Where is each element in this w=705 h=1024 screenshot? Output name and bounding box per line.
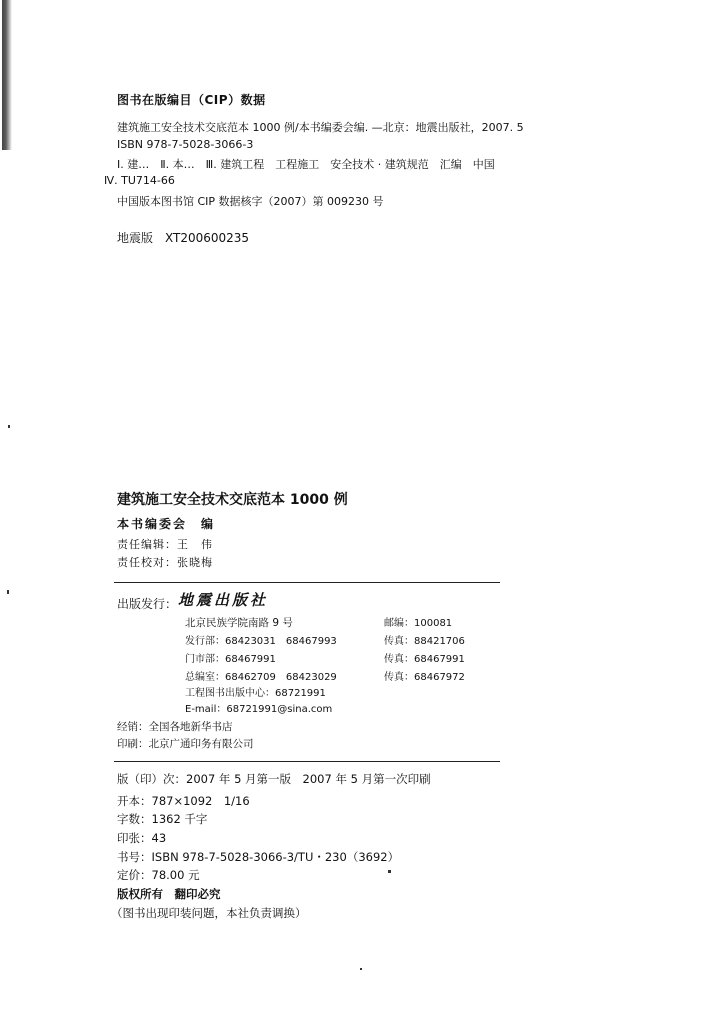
print-defect-note: （图书出现印装问题，本社负责调换） <box>111 906 307 920</box>
printer: 印刷：北京广通印务有限公司 <box>117 738 254 750</box>
fax-line: 传真：88421706 <box>384 636 465 647</box>
copyright-notice: 版权所有 翻印必究 <box>117 887 221 901</box>
scan-speck <box>360 968 362 970</box>
dept-line: 发行部：68423031 68467993 <box>185 636 337 647</box>
responsible-editor: 责任编辑：王 伟 <box>117 538 213 551</box>
print-sheets: 印张：43 <box>117 831 167 845</box>
publisher-address: 北京民族学院南路 9 号 <box>185 617 293 629</box>
dept-line: 工程图书出版中心：68721991 <box>185 688 326 699</box>
cip-title: 图书在版编目（CIP）数据 <box>117 93 266 107</box>
format-info: 开本：787×1092 1/16 <box>117 794 250 808</box>
book-editor: 本书编委会 编 <box>117 517 216 531</box>
scan-edge-artifact <box>2 0 12 150</box>
cip-line: 建筑施工安全技术交底范本 1000 例/本书编委会编. —北京：地震出版社，2007. 5 <box>117 121 524 134</box>
price: 定价：78.00 元 <box>117 868 200 882</box>
book-title: 建筑施工安全技术交底范本 1000 例 <box>117 492 348 508</box>
scan-speck <box>388 870 391 873</box>
divider <box>114 761 500 762</box>
email-line: E-mail：68721991@sina.com <box>185 704 333 715</box>
dept-line: 门市部：68467991 <box>185 654 276 665</box>
scan-speck <box>7 590 9 594</box>
cip-code: 地震版 XT200600235 <box>117 231 250 245</box>
publisher-label: 出版发行： <box>117 597 178 611</box>
responsible-proofreader: 责任校对：张晓梅 <box>117 556 213 569</box>
publisher-name: 地震出版社 <box>178 591 269 609</box>
isbn-info: 书号：ISBN 978-7-5028-3066-3/TU・230（3692） <box>117 850 400 864</box>
fax-line: 传真：68467972 <box>384 672 465 683</box>
cip-line: Ⅳ. TU714-66 <box>104 174 175 187</box>
fax-line: 传真：68467991 <box>384 654 465 665</box>
distributor: 经销：全国各地新华书店 <box>117 721 233 733</box>
cip-line: Ⅰ. 建… Ⅱ. 本… Ⅲ. 建筑工程 工程施工 安全技术 · 建筑规范 汇编 中国 <box>117 158 495 171</box>
scan-speck <box>8 425 10 428</box>
divider <box>114 582 500 583</box>
dept-line: 总编室：68462709 68423029 <box>185 672 337 683</box>
edition-info: 版（印）次：2007 年 5 月第一版 2007 年 5 月第一次印刷 <box>117 772 431 786</box>
word-count: 字数：1362 千字 <box>117 812 208 826</box>
postcode: 邮编：100081 <box>384 618 453 629</box>
cip-isbn: ISBN 978-7-5028-3066-3 <box>117 138 254 151</box>
cip-line: 中国版本图书馆 CIP 数据核字（2007）第 009230 号 <box>117 195 384 208</box>
